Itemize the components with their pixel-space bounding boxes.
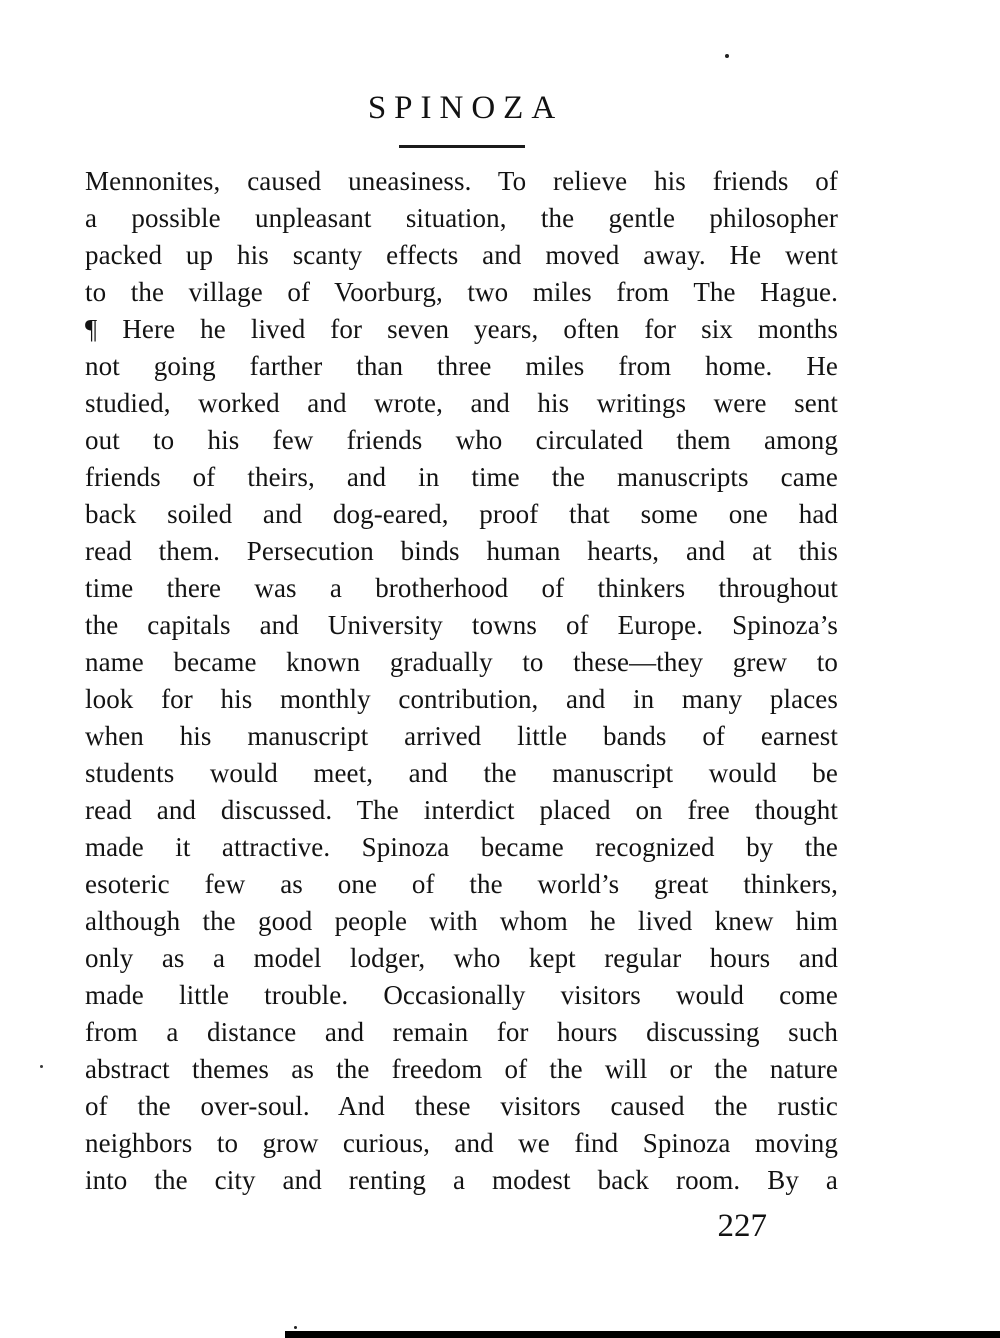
scan-artifact-bar (285, 1331, 1000, 1338)
text-line: back soiled and dog-eared, proof that some one had (85, 499, 838, 529)
text-line: ¶ Here he lived for seven years, often for six months (85, 314, 838, 344)
text-line: when his manuscript arrived little bands of earnest (85, 721, 838, 751)
text-line: esoteric few as one of the world’s great thinkers, (85, 869, 838, 899)
text-line: read them. Persecution binds human hearts, and at this (85, 536, 838, 566)
text-line: although the good people with whom he lived knew him (85, 906, 838, 936)
title-divider-rule (399, 145, 525, 148)
text-line: read and discussed. The interdict placed on free thought (85, 795, 838, 825)
text-line: abstract themes as the freedom of the will or the nature (85, 1054, 838, 1084)
text-line: out to his few friends who circulated them among (85, 425, 838, 455)
text-line: made little trouble. Occasionally visitors would come (85, 980, 838, 1010)
page-title: SPINOZA (367, 90, 564, 126)
text-line: friends of theirs, and in time the manuscripts came (85, 462, 838, 492)
text-line: time there was a brotherhood of thinkers throughout (85, 573, 838, 603)
text-line: students would meet, and the manuscript would be (85, 758, 838, 788)
scan-speck (294, 1326, 297, 1329)
scan-speck (40, 1065, 43, 1068)
text-line: neighbors to grow curious, and we find Spinoza moving (85, 1128, 838, 1158)
text-block (85, 88, 838, 1244)
text-line: Mennonites, caused uneasiness. To relieve his friends of (85, 166, 838, 196)
text-line: into the city and renting a modest back room. By a (85, 1165, 838, 1195)
page-number: 227 (717, 1208, 767, 1244)
text-line: packed up his scanty effects and moved away. He went (85, 240, 838, 270)
text-line: from a distance and remain for hours discussing such (85, 1017, 838, 1047)
scan-speck (725, 54, 729, 58)
text-line: look for his monthly contribution, and in many places (85, 684, 838, 714)
text-line: a possible unpleasant situation, the gentle philosopher (85, 203, 838, 233)
text-line: only as a model lodger, who kept regular hours and (85, 943, 838, 973)
text-line: the capitals and University towns of Europe. Spinoza’s (85, 610, 838, 640)
text-line: not going farther than three miles from home. He (85, 351, 838, 381)
text-line: to the village of Voorburg, two miles from The Hague. (85, 277, 838, 307)
text-line: name became known gradually to these—they grew to (85, 647, 838, 677)
text-line: made it attractive. Spinoza became recognized by the (85, 832, 838, 862)
body-paragraph (85, 163, 838, 1199)
text-line: studied, worked and wrote, and his writings were sent (85, 388, 838, 418)
text-line: of the over-soul. And these visitors caused the rustic (85, 1091, 838, 1121)
